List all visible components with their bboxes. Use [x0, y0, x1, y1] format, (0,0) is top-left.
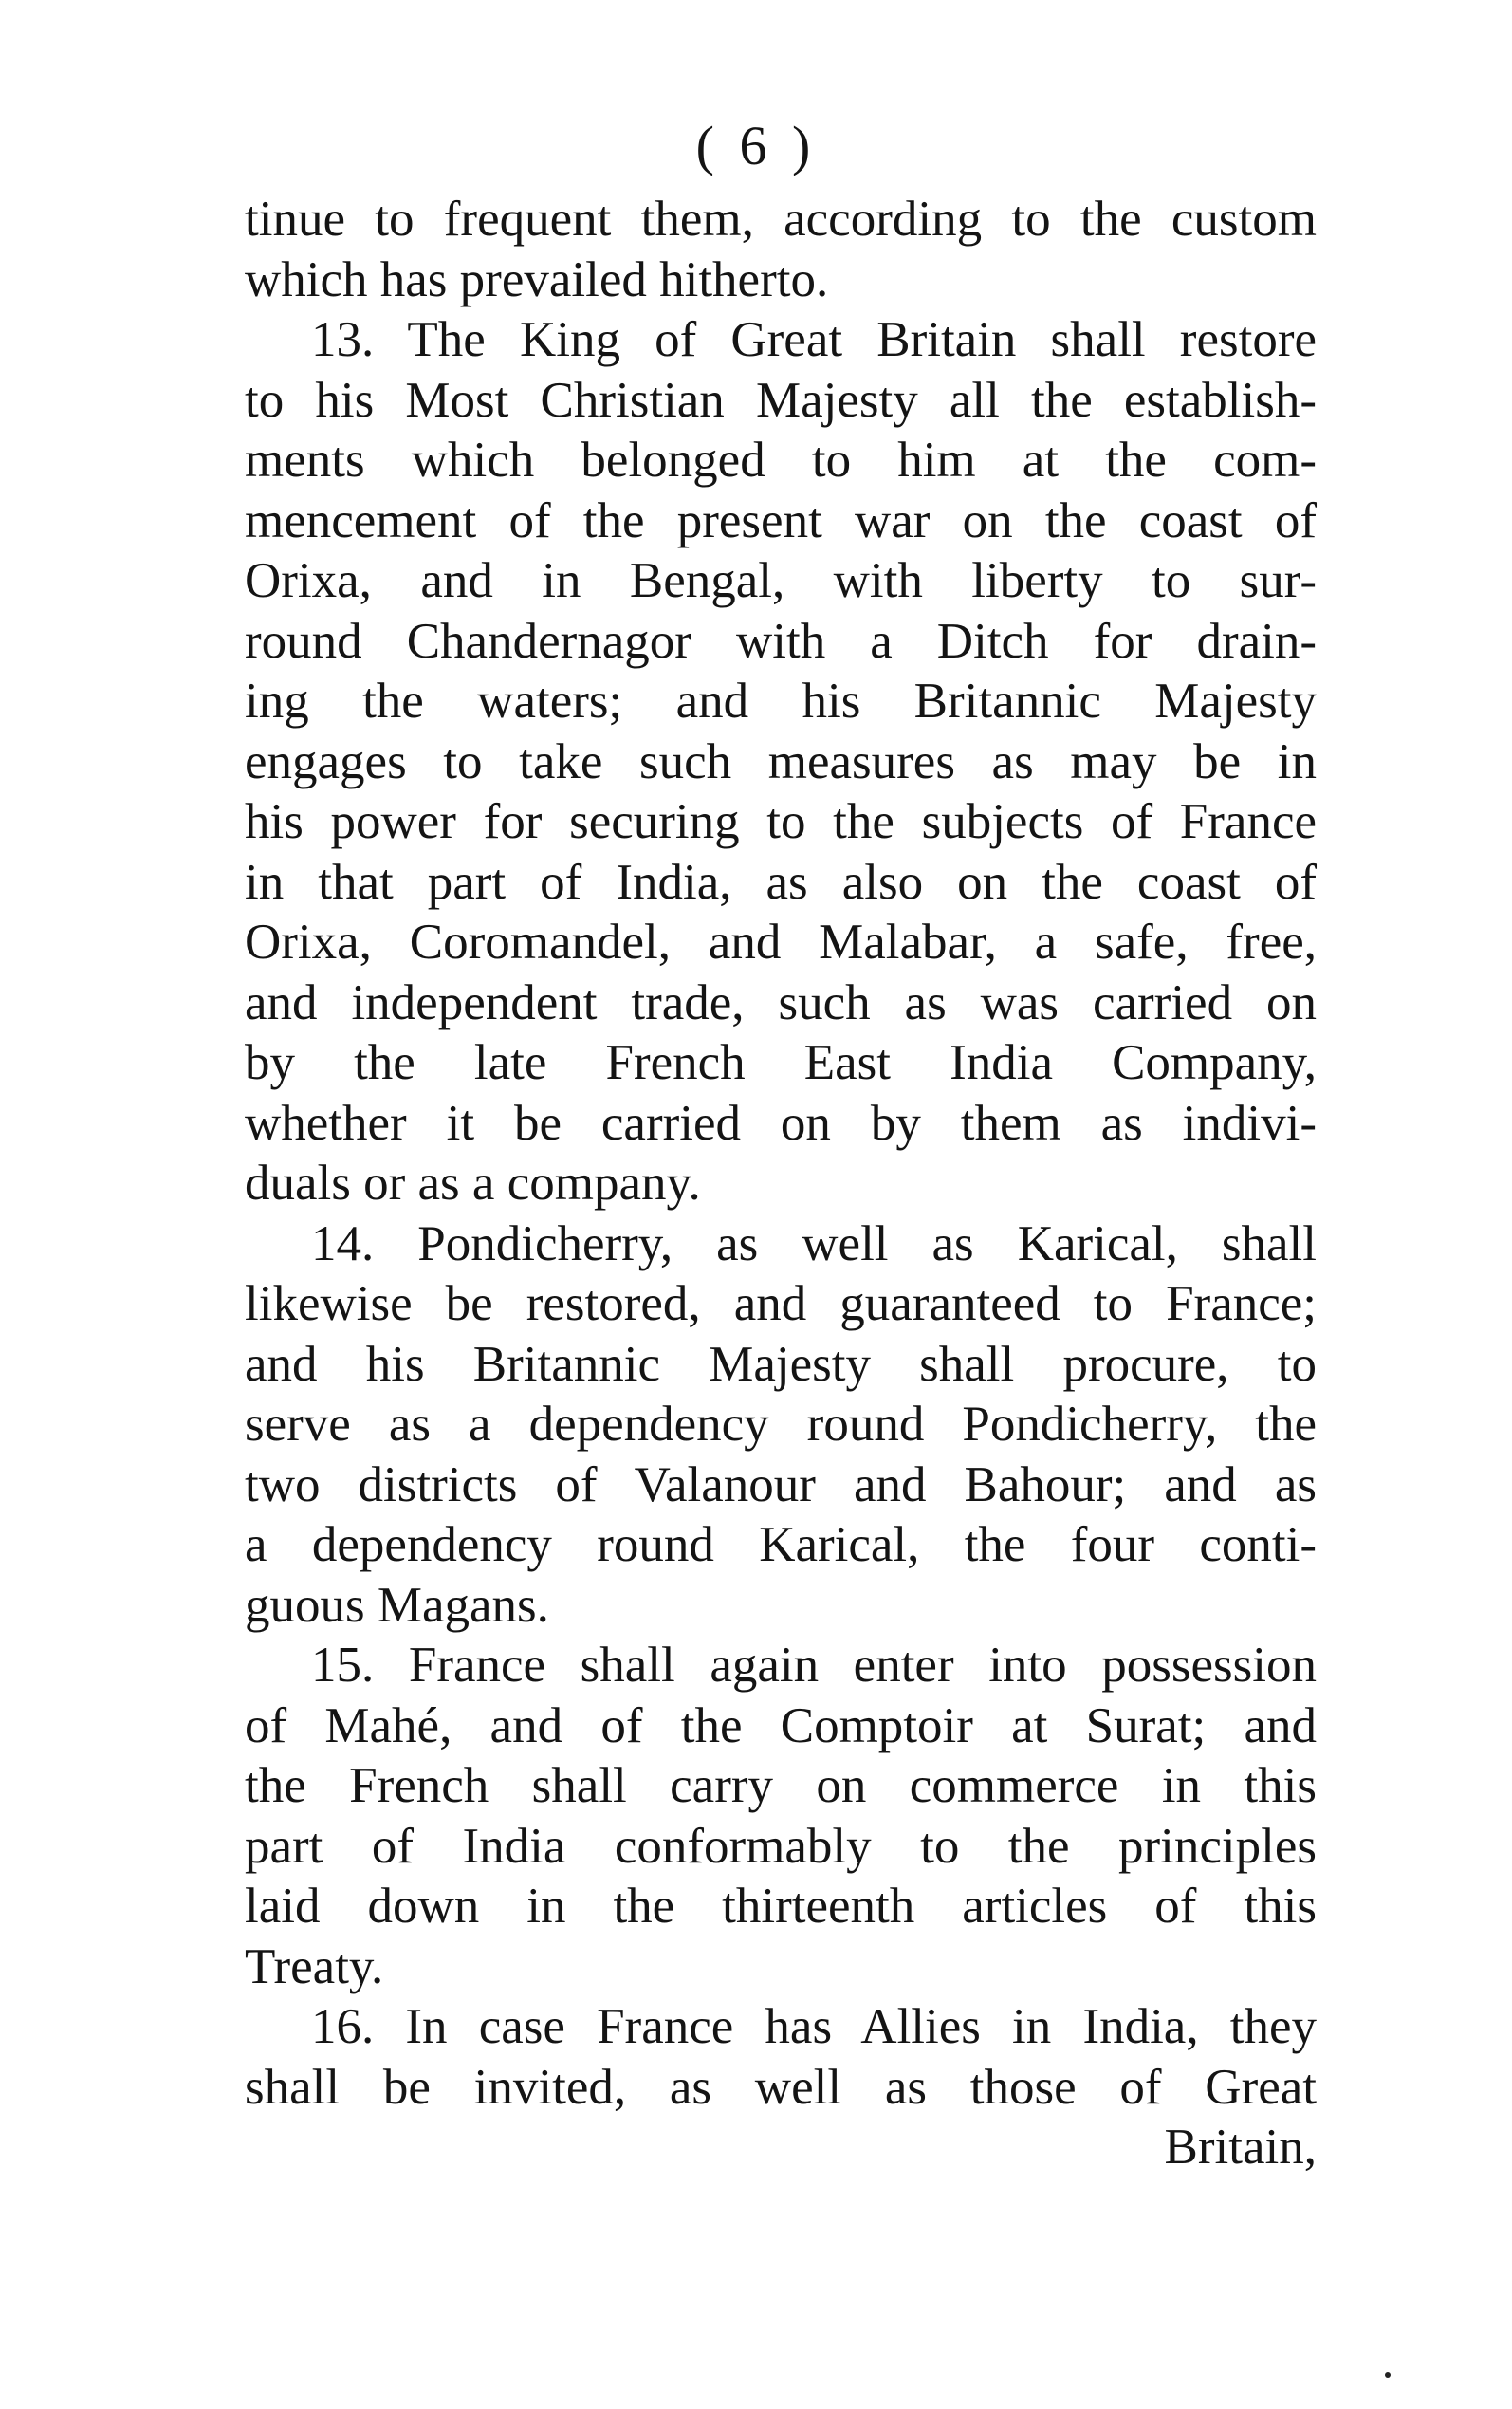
- text-line: laid down in the thirteenth articles of this: [245, 1879, 1317, 1934]
- text-line: Orixa, and in Bengal, with liberty to sur-: [245, 553, 1317, 608]
- text-line: Britain,: [1164, 2120, 1317, 2175]
- text-line: duals or as a company.: [245, 1156, 701, 1211]
- text-line: likewise be restored, and guaranteed to France;: [245, 1276, 1317, 1331]
- page-number: ( 6 ): [695, 115, 817, 176]
- text-line: engages to take such measures as may be in: [245, 733, 1317, 789]
- text-line: two districts of Valanour and Bahour; and as: [245, 1456, 1317, 1512]
- text-line: ments which belonged to him at the com-: [245, 433, 1317, 488]
- print-speck: [1385, 2372, 1391, 2378]
- text-line: serve as a dependency round Pondicherry, the: [245, 1397, 1317, 1452]
- text-line: by the late French East India Company,: [245, 1035, 1317, 1090]
- text-line: and independent trade, such as was carried on: [245, 974, 1317, 1030]
- text-line: a dependency round Karical, the four conti-: [245, 1517, 1317, 1572]
- text-line: 13. The King of Great Britain shall restore: [311, 312, 1317, 367]
- text-line: tinue to frequent them, according to the custom: [245, 192, 1317, 247]
- text-line: to his Most Christian Majesty all the establish-: [245, 372, 1317, 428]
- text-line: the French shall carry on commerce in this: [245, 1758, 1317, 1813]
- text-line: mencement of the present war on the coast of: [245, 492, 1317, 548]
- body-text: [245, 190, 1317, 2178]
- text-line: guous Magans.: [245, 1577, 549, 1633]
- text-line: shall be invited, as well as those of Great: [245, 2059, 1317, 2115]
- text-line: Orixa, Coromandel, and Malabar, a safe, free,: [245, 915, 1317, 970]
- text-line: whether it be carried on by them as indivi-: [245, 1095, 1317, 1151]
- text-line: in that part of India, as also on the coast of: [245, 854, 1317, 910]
- text-line: round Chandernagor with a Ditch for drain-: [245, 613, 1317, 669]
- text-line: Treaty.: [245, 1938, 384, 1994]
- text-line: and his Britannic Majesty shall procure, to: [245, 1336, 1317, 1392]
- text-line: part of India conformably to the principles: [245, 1818, 1317, 1874]
- text-line: his power for securing to the subjects of France: [245, 794, 1317, 849]
- text-line: 14. Pondicherry, as well as Karical, shall: [311, 1215, 1317, 1271]
- text-line: 16. In case France has Allies in India, they: [311, 1999, 1317, 2054]
- text-line: of Mahé, and of the Comptoir at Surat; and: [245, 1697, 1317, 1753]
- text-line: which has prevailed hitherto.: [245, 251, 829, 307]
- text-line: ing the waters; and his Britannic Majesty: [245, 674, 1317, 729]
- text-line: 15. France shall again enter into possession: [311, 1638, 1317, 1693]
